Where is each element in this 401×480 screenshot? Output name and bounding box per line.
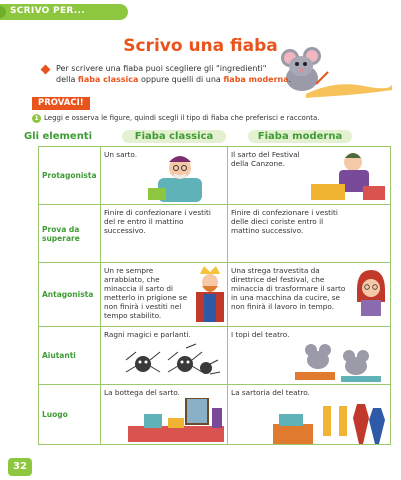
king-illustration (192, 264, 228, 324)
bullet-diamond-icon (41, 65, 51, 75)
task-instruction (32, 114, 320, 123)
cell-text: La sartoria del teatro. (231, 388, 310, 397)
classic-cell: Finire di confezionare i vestiti del re entro il mattino successivo. (101, 205, 228, 263)
col-head-classic: Fiaba classica (122, 130, 226, 143)
intro-middle: oppure quelli di una (138, 75, 224, 84)
provaci-label: PROVACI! (32, 97, 90, 110)
row-label: Prova da superare (39, 205, 101, 263)
intro-line-2 (56, 74, 296, 85)
task-number-badge: 1 (32, 114, 41, 123)
modern-cell (228, 385, 391, 445)
table-row (39, 263, 391, 327)
mice-illustration (291, 338, 387, 382)
table-row (39, 205, 391, 263)
classic-cell (101, 385, 228, 445)
page-number: 32 (8, 458, 32, 476)
table-row (39, 327, 391, 385)
section-tab (0, 4, 128, 20)
table-row (39, 385, 391, 445)
intro-line-1: Per scrivere una fiaba puoi scegliere gli "ingredienti" (56, 64, 267, 73)
page-title: Scrivo una fiaba (123, 36, 278, 56)
cell-text: Un sarto. (104, 150, 138, 159)
modern-tailor-illustration (303, 148, 389, 204)
task-text: Leggi e osserva le figure, quindi scegli il tipo di fiaba che preferisci e racconta. (44, 114, 320, 122)
classic-cell (101, 263, 228, 327)
intro-prefix: della (56, 75, 78, 84)
section-label: SCRIVO PER... (10, 6, 85, 16)
row-label: Antagonista (39, 263, 101, 327)
modern-cell (228, 327, 391, 385)
cell-text: Finire di confezionare i vestiti delle dieci coriste entro il mattino successivo. (231, 208, 338, 235)
modern-cell (228, 263, 391, 327)
classic-cell (101, 327, 228, 385)
cell-text: La bottega del sarto. (104, 388, 180, 397)
story-elements-table (38, 146, 391, 445)
col-head-elements: Gli elementi (23, 131, 93, 142)
tab-dot (0, 6, 6, 18)
witch-illustration (353, 268, 389, 318)
classic-highlight: fiaba classica (77, 75, 139, 84)
theater-sewing-room-illustration (269, 398, 389, 446)
intro-suffix: . (288, 75, 292, 84)
row-label: Aiutanti (39, 327, 101, 385)
modern-cell (228, 147, 391, 205)
row-label: Luogo (39, 385, 101, 445)
cell-text: Un re sempre arrabbiato, che minaccia il sarto di metterlo in prigione se non finirà i vestiti nel tempo stabilito. (104, 266, 188, 320)
intro-text (56, 63, 296, 85)
table-row (39, 147, 391, 205)
spiders-illustration (120, 342, 224, 382)
modern-cell (228, 205, 391, 263)
row-label: Protagonista (39, 147, 101, 205)
classic-cell (101, 147, 228, 205)
modern-highlight: fiaba moderna (223, 75, 289, 84)
cell-text: I topi del teatro. (231, 330, 290, 339)
col-head-modern: Fiaba moderna (248, 130, 352, 143)
paint-stroke-illustration (304, 72, 394, 100)
cell-text: Il sarto del Festival della Canzone. (231, 150, 300, 168)
cell-text: Ragni magici e parlanti. (104, 330, 191, 339)
cell-text: Una strega travestita da direttrice del festival, che minaccia di trasformare il sarto in una macchina da cucire, se non finirà il lavoro in tempo. (231, 266, 346, 311)
tailor-shop-illustration (124, 398, 228, 444)
